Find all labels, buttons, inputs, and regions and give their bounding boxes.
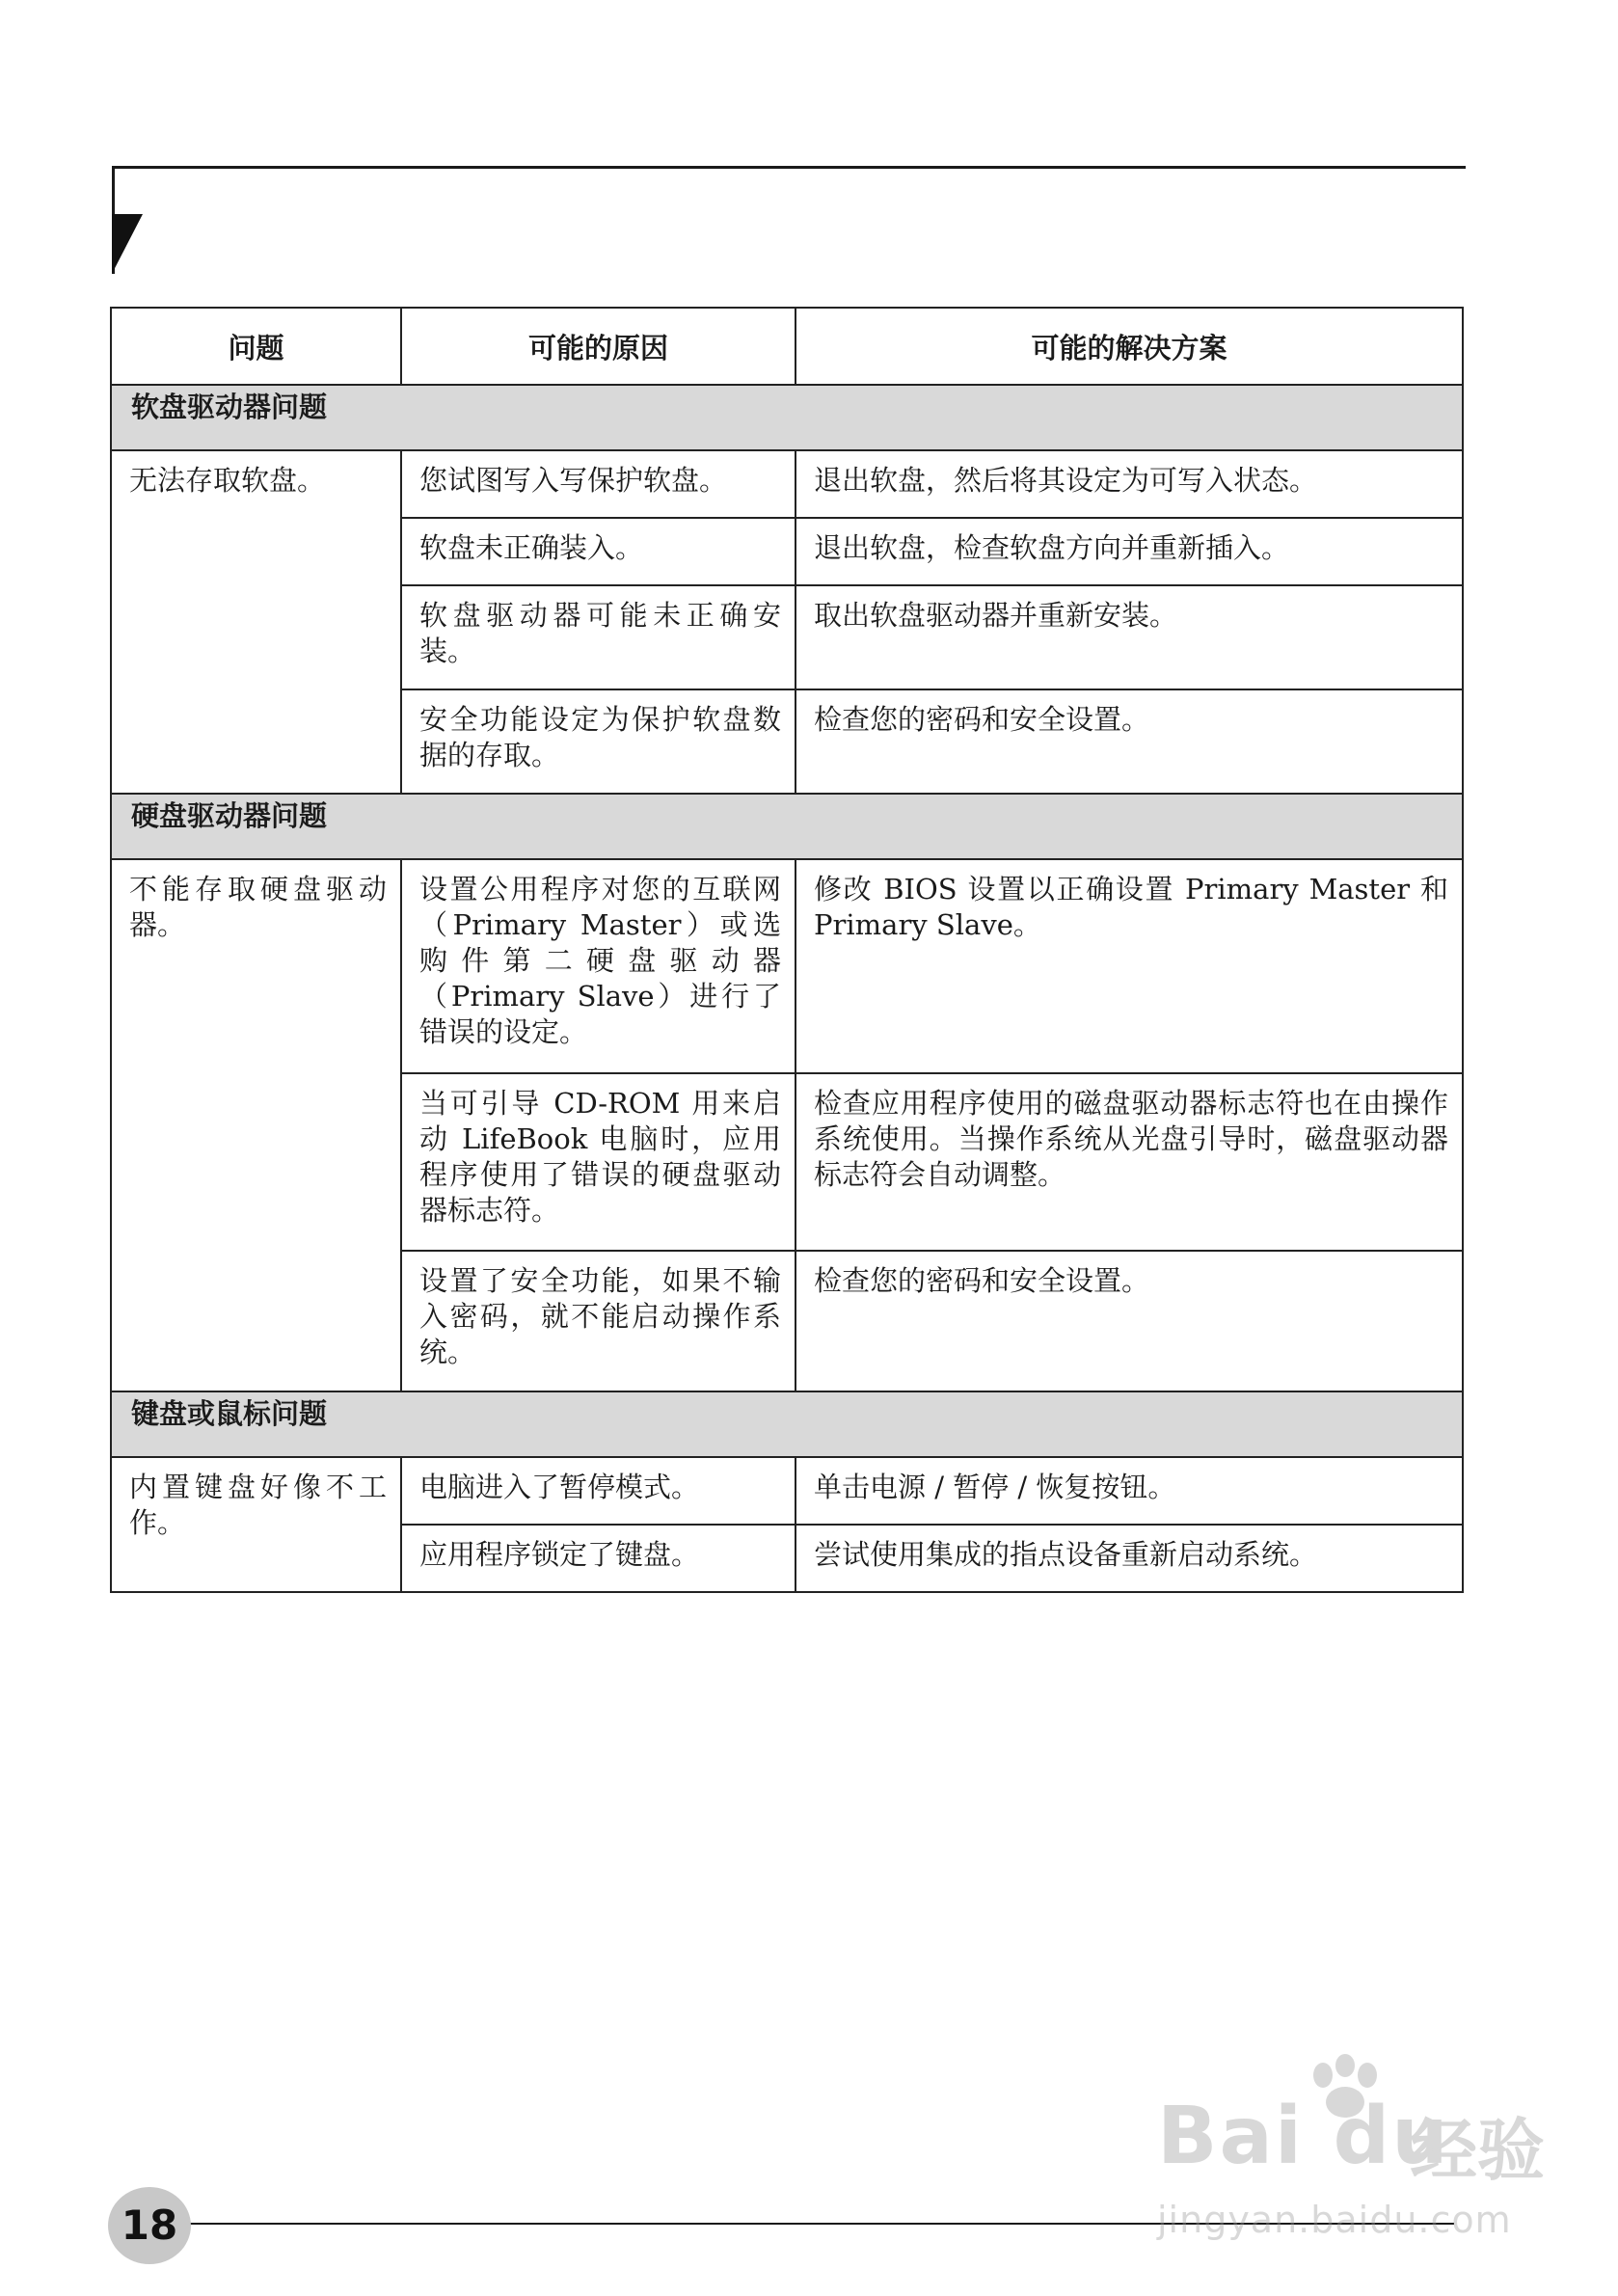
solution-cell: 检查您的密码和安全设置。: [796, 1251, 1463, 1391]
header-problem: 问题: [111, 308, 401, 385]
cause-cell: 电脑进入了暂停模式。: [401, 1457, 796, 1525]
watermark-brand: Bai du: [1157, 2091, 1450, 2182]
problem-cell: 内置键盘好像不工作。: [111, 1457, 401, 1592]
header-rule: [112, 166, 1466, 169]
solution-cell: 退出软盘，然后将其设定为可写入状态。: [796, 450, 1463, 518]
section-title: 硬盘驱动器问题: [111, 794, 1463, 859]
corner-tab-icon: [110, 212, 145, 276]
solution-cell: 尝试使用集成的指点设备重新启动系统。: [796, 1525, 1463, 1592]
solution-cell: 检查您的密码和安全设置。: [796, 689, 1463, 794]
solution-cell: 单击电源 / 暂停 / 恢复按钮。: [796, 1457, 1463, 1525]
cause-cell: 当可引导 CD-ROM 用来启动 LifeBook 电脑时，应用程序使用了错误的硬盘驱动器标志符。: [401, 1073, 796, 1251]
cause-cell: 您试图写入写保护软盘。: [401, 450, 796, 518]
troubleshooting-table: [110, 307, 1464, 1593]
cause-cell: 应用程序锁定了键盘。: [401, 1525, 796, 1592]
cause-cell: 设置了安全功能，如果不输入密码，就不能启动操作系统。: [401, 1251, 796, 1391]
table-row: [111, 450, 1463, 518]
section-row-floppy: [111, 385, 1463, 450]
solution-cell: 退出软盘，检查软盘方向并重新插入。: [796, 518, 1463, 585]
solution-cell: 检查应用程序使用的磁盘驱动器标志符也在由操作系统使用。当操作系统从光盘引导时，磁盘驱动器标志符会自动调整。: [796, 1073, 1463, 1251]
page-number: 18: [108, 2187, 191, 2264]
solution-cell: 修改 BIOS 设置以正确设置 Primary Master 和 Primary Slave。: [796, 859, 1463, 1073]
watermark-url: jingyan.baidu.com: [1157, 2199, 1512, 2241]
header-cause: 可能的原因: [401, 308, 796, 385]
table-header-row: [111, 308, 1463, 385]
section-row-hard-drive: [111, 794, 1463, 859]
section-title: 键盘或鼠标问题: [111, 1391, 1463, 1457]
table-row: [111, 1457, 1463, 1525]
section-row-keyboard-mouse: [111, 1391, 1463, 1457]
cause-cell: 软盘未正确装入。: [401, 518, 796, 585]
table-row: [111, 859, 1463, 1073]
problem-cell: 无法存取软盘。: [111, 450, 401, 794]
header-solution: 可能的解决方案: [796, 308, 1463, 385]
section-title: 软盘驱动器问题: [111, 385, 1463, 450]
problem-cell: 不能存取硬盘驱动器。: [111, 859, 401, 1391]
cause-cell: 安全功能设定为保护软盘数据的存取。: [401, 689, 796, 794]
solution-cell: 取出软盘驱动器并重新安装。: [796, 585, 1463, 689]
cause-cell: 设置公用程序对您的互联网（Primary Master）或选购件第二硬盘驱动器（Primary Slave）进行了错误的设定。: [401, 859, 796, 1073]
baidu-watermark: [1157, 2054, 1562, 2247]
watermark-brand-cn: 经验: [1410, 2111, 1545, 2190]
cause-cell: 软盘驱动器可能未正确安装。: [401, 585, 796, 689]
